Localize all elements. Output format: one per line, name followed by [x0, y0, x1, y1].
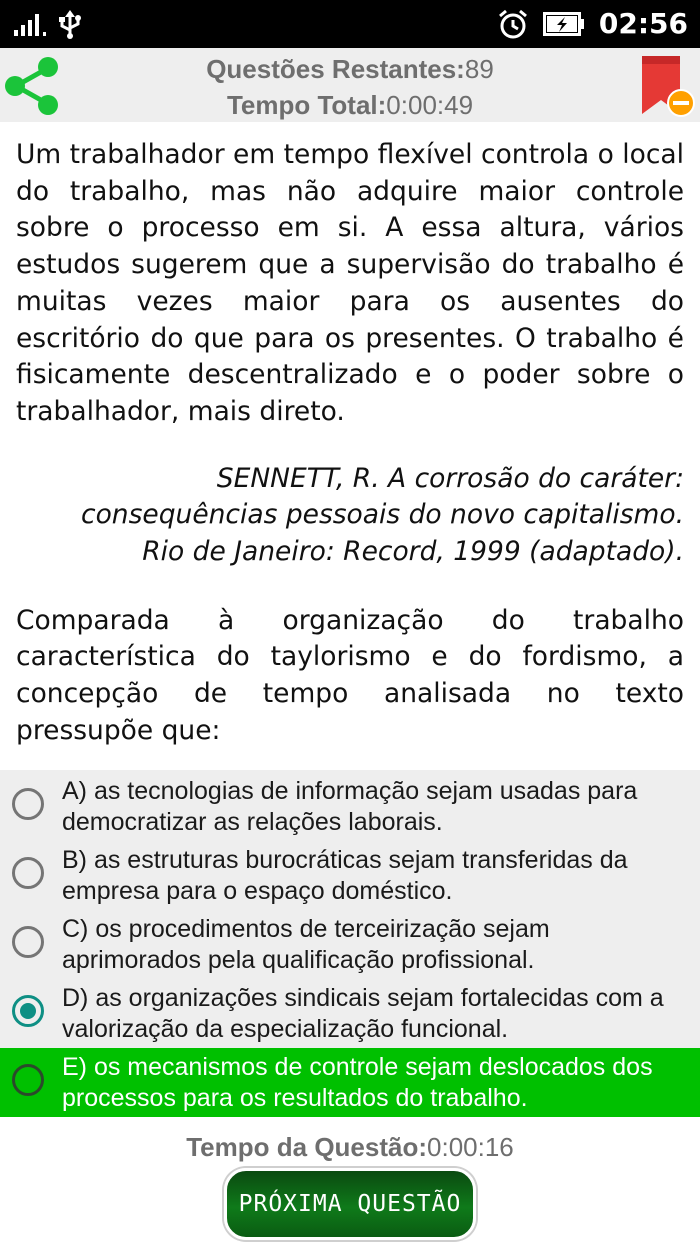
citation-line-3: Rio de Janeiro: Record, 1999 (adaptado). [142, 536, 684, 568]
status-bar [0, 0, 700, 48]
signal-icon [14, 12, 48, 38]
answer-options [0, 770, 700, 1116]
option-label: C) os procedimentos de terceirização sejam aprimorados pela qualificação profissional. [62, 915, 550, 974]
next-question-button[interactable]: PRÓXIMA QUESTÃO [224, 1168, 476, 1240]
remaining-label: Questões Restantes: [206, 54, 465, 84]
quiz-header [0, 48, 700, 122]
total-time-value: 0:00:49 [386, 90, 474, 120]
usb-icon [58, 10, 82, 40]
question-paragraph: Um trabalhador em tempo flexível controla o local do trabalho, mas não adquire maior controle sobre o processo em si. A essa altura, vários estudos sugerem que a supervisão do trabalho é muitas vezes maior para os ausentes do escritório do que para os presentes. O trabalho é fisicamente descentralizado e o poder sobre o trabalhador, mais direto. [16, 139, 684, 427]
radio-button[interactable] [12, 1064, 44, 1096]
remaining-questions [0, 54, 700, 85]
citation-line-2: consequências pessoais do novo capitalismo. [81, 499, 684, 531]
option-e-correct[interactable] [0, 1048, 700, 1117]
option-d-selected[interactable] [0, 979, 700, 1048]
status-right [497, 6, 688, 42]
remaining-value: 89 [464, 54, 494, 84]
radio-button-checked[interactable] [12, 995, 44, 1027]
option-b[interactable] [0, 841, 700, 910]
question-content [16, 137, 684, 750]
citation-line-1: SENNETT, R. A corrosão do caráter: [216, 462, 684, 494]
question-time-value: 0:00:16 [427, 1132, 514, 1162]
battery-charging-icon [543, 12, 585, 36]
question-time [0, 1132, 700, 1163]
question-prompt: Comparada à organização do trabalho característica do taylorismo e do fordismo, a concepção de tempo analisada no texto pressupõe que: [16, 604, 684, 746]
option-label: E) os mecanismos de controle sejam deslocados dos processos para os resultados do trabalho. [62, 1053, 653, 1112]
total-time [0, 90, 700, 121]
question-time-label: Tempo da Questão: [186, 1132, 428, 1162]
option-c[interactable] [0, 910, 700, 979]
status-left [14, 10, 82, 40]
radio-button[interactable] [12, 788, 44, 820]
option-label: D) as organizações sindicais sejam fortalecidas com a valorização da especialização funcional. [62, 984, 664, 1043]
option-a[interactable] [0, 772, 700, 841]
option-label: A) as tecnologias de informação sejam usadas para democratizar as relações laborais. [62, 777, 638, 836]
option-label: B) as estruturas burocráticas sejam transferidas da empresa para o espaço doméstico. [62, 846, 628, 905]
total-time-label: Tempo Total: [226, 90, 387, 120]
clock: 02:56 [598, 7, 688, 40]
citation [16, 461, 684, 571]
bookmark-remove-icon[interactable] [640, 54, 696, 118]
radio-button[interactable] [12, 926, 44, 958]
radio-button[interactable] [12, 857, 44, 889]
alarm-icon [497, 8, 529, 40]
